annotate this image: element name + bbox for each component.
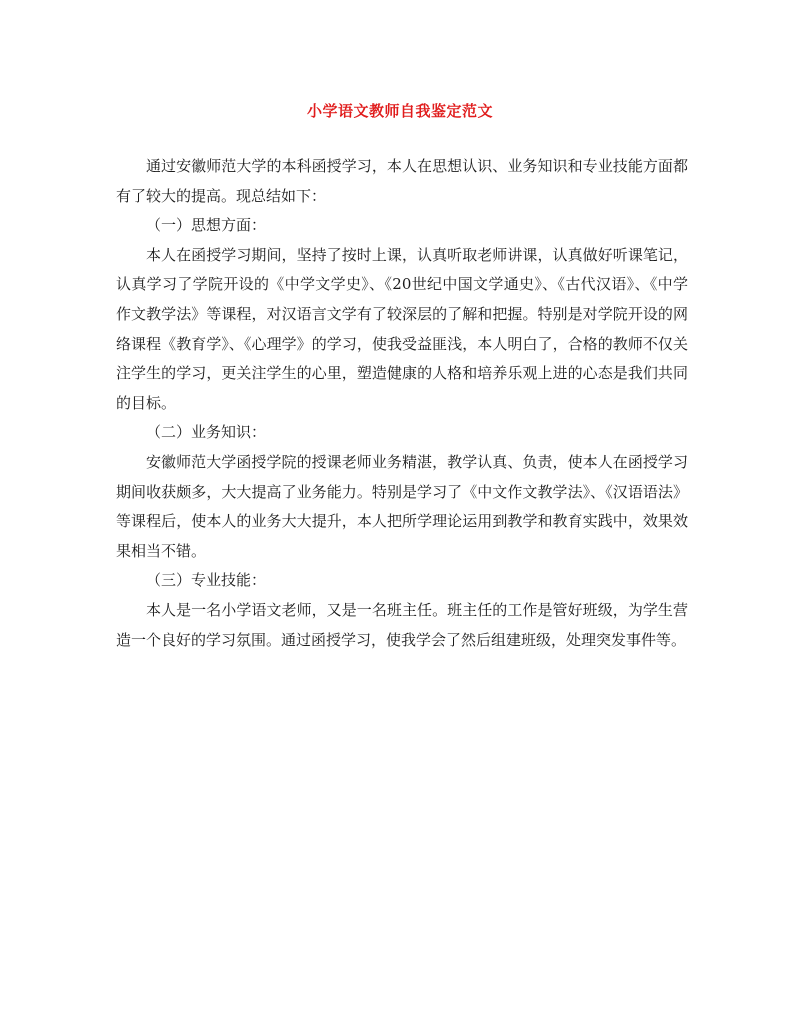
section-heading-business: （二）业务知识： bbox=[146, 423, 267, 442]
document-body bbox=[116, 152, 688, 655]
business-paragraph: 安徽师范大学函授学院的授课老师业务精湛，教学认真、负责，使本人在函授学习期间收获颇多，大大提高了业务能力。特别是学习了《中文作文教学法》、《汉语语法》等课程后，使本人的业务大大提升，本人把所学理论运用到教学和教育实践中，效果效果相当不错。 bbox=[116, 452, 688, 560]
thought-paragraph: 本人在函授学习期间，坚持了按时上课，认真听取老师讲课，认真做好听课笔记，认真学习了学院开设的《中学文学史》、《20世纪中国文学通史》、《古代汉语》、《中学作文教学法》等课程，对汉语言文学有了较深层的了解和把握。特别是对学院开设的网络课程《教育学》、《心理学》的学习，使我受益匪浅，本人明白了，合格的教师不仅关注学生的学习，更关注学生的心里，塑造健康的人格和培养乐观上进的心态是我们共同的目标。 bbox=[116, 245, 688, 412]
document-title: 小学语文教师自我鉴定范文 bbox=[306, 102, 493, 120]
skills-paragraph: 本人是一名小学语文老师，又是一名班主任。班主任的工作是管好班级，为学生营造一个良好的学习氛围。通过函授学习，使我学会了然后组建班级，处理突发事件等。 bbox=[116, 600, 688, 649]
section-heading-skills: （三）专业技能： bbox=[146, 571, 267, 590]
intro-paragraph: 通过安徽师范大学的本科函授学习，本人在思想认识、业务知识和专业技能方面都有了较大的提高。现总结如下： bbox=[116, 157, 688, 205]
section-heading-thought: （一）思想方面： bbox=[146, 216, 267, 235]
